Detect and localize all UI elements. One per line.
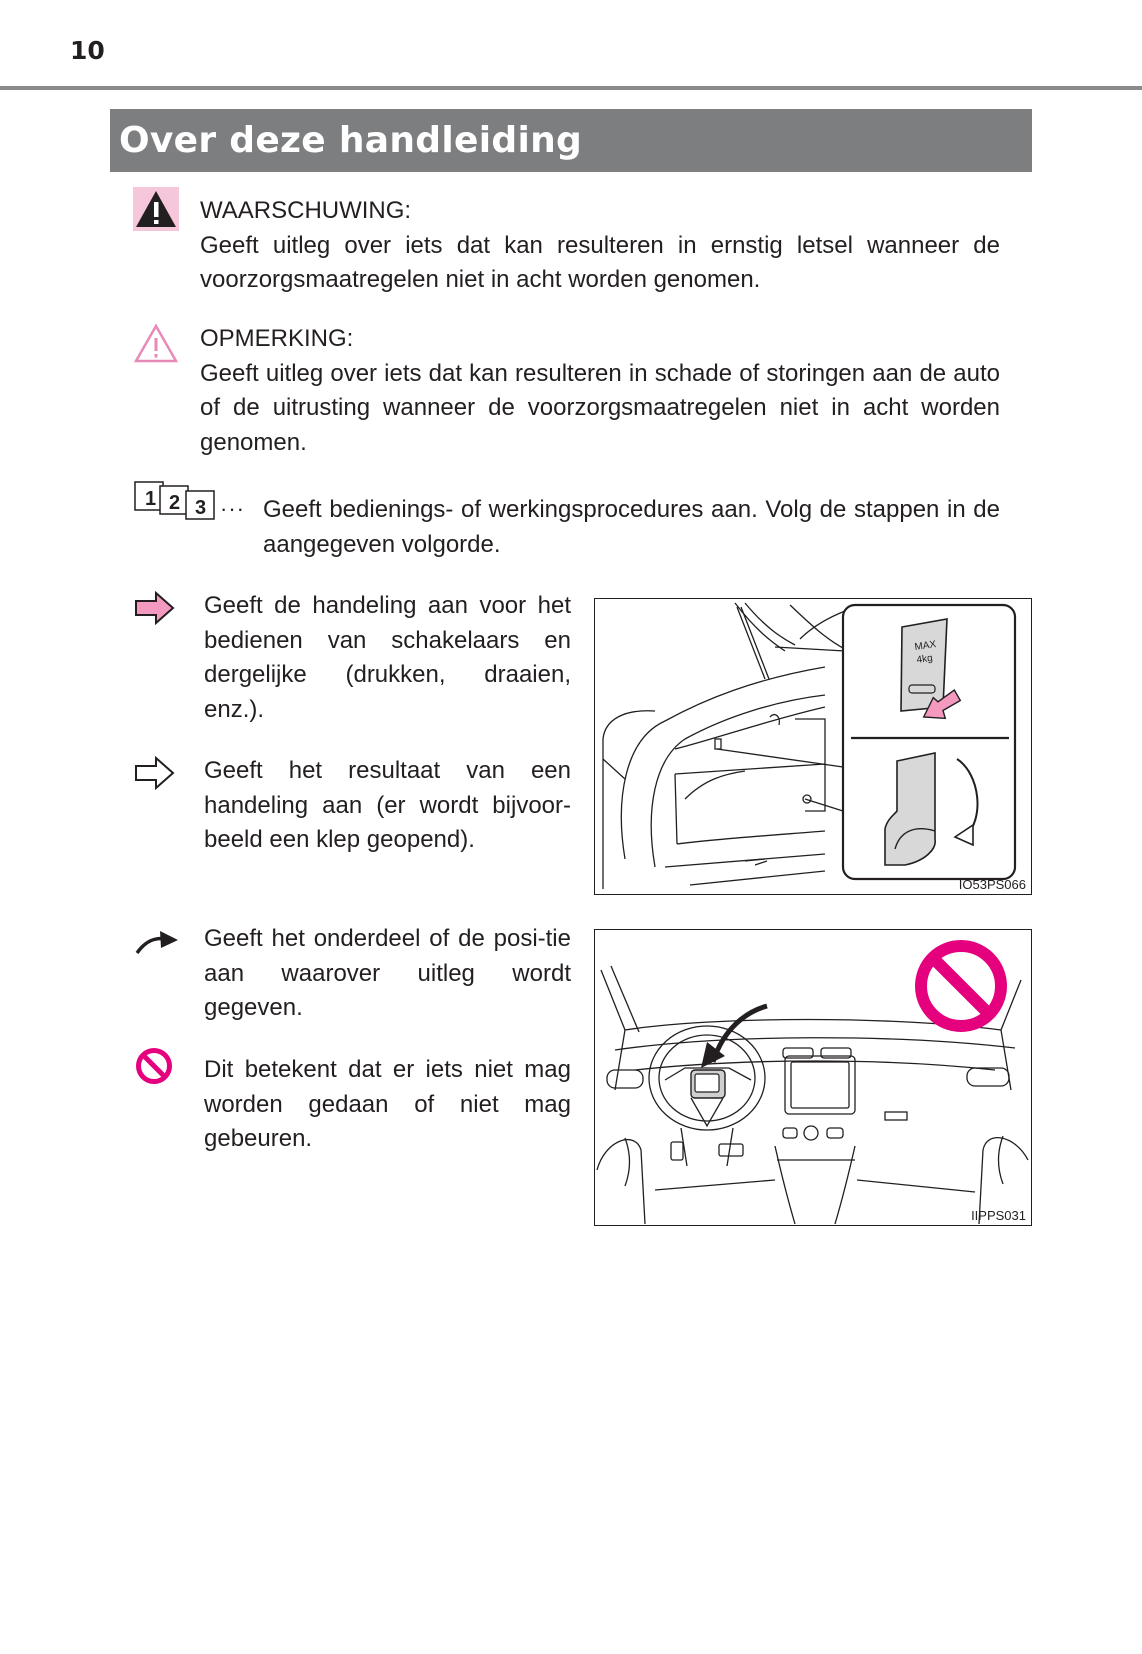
symbol-4-text: Dit betekent dat er iets niet mag worden gedaan of niet mag gebeuren. [204,1056,571,1152]
curved-pointer-icon [134,928,180,958]
notice-triangle-icon [133,323,179,365]
warning-label: WAARSCHUWING: [200,197,412,224]
warning-text: Geeft uitleg over iets dat kan resulteren in ernstig letsel wanneer de voorzorgsmaatregelen niet in acht worden genomen. [200,231,1000,293]
dashboard-drawing [595,930,1030,1224]
dashboard-illustration [594,929,1032,1226]
symbol-3-text: Geeft het onderdeel of de posi-tie aan waarover uitleg wordt gegeven. [204,925,571,1021]
step-dots: ··· [220,496,245,521]
steps-text: Geeft bedienings- of werkingsprocedures aan. Volg de stappen in de aangegeven volgorde. [263,496,1000,558]
symbol-2-text: Geeft het resultaat van een handeling aan (er wordt bijvoor-beeld een klep geopend). [204,757,571,853]
pink-arrow-icon [134,591,176,625]
trunk-illustration [594,598,1032,895]
header-rule [0,86,1142,90]
hook-weight-label: 4kg [915,652,934,666]
warning-triangle-icon [133,187,179,231]
step-number-3: 3 [195,497,207,519]
section-title-bar [110,109,1032,172]
outline-arrow-icon [134,756,176,790]
section-title: Over deze handleiding [119,120,583,161]
notice-label: OPMERKING: [200,325,354,352]
symbol-1-text: Geeft de handeling aan voor het bedienen van schakelaars en dergelijke (drukken, draaien, enz.). [204,592,571,723]
figure-code-dashboard: IIPPS031 [971,1208,1026,1223]
page-number: 10 [70,36,105,65]
step-number-1: 1 [145,488,157,510]
trunk-drawing [595,599,1030,893]
step-numbers-icon [134,481,219,521]
prohibited-icon [134,1046,174,1086]
step-number-2: 2 [169,492,181,514]
notice-text: Geeft uitleg over iets dat kan resulteren in schade of storingen aan de auto of de uitrusting wanneer de voorzorgsmaatregelen niet in acht worden genomen. [200,359,1000,456]
hook-max-label: MAX [913,639,937,653]
figure-code-trunk: IO53PS066 [958,877,1026,892]
